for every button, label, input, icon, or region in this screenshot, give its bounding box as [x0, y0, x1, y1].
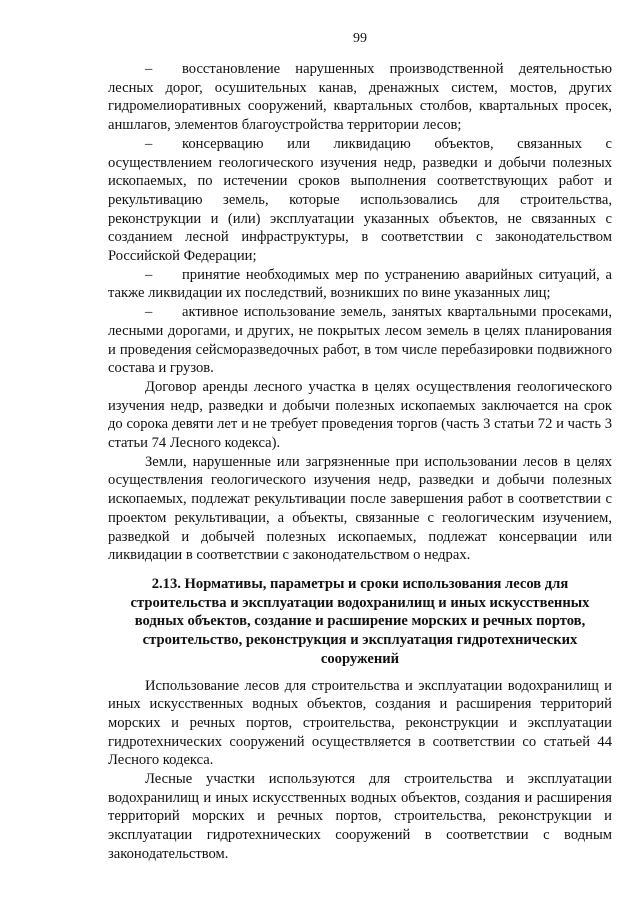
paragraph: Земли, нарушенные или загрязненные при использовании лесов в целях осуществления геологического изучения недр, разведки и добычи полезных ископаемых, подлежат рекультивации после завершения работ в соответствии с проектом рекультивации, а объекты, связанные с геологическим изучением, разведкой и добычей полезных ископаемых, подлежат консервации или ликвидации в соответствии с законодательством о недрах.: [108, 453, 612, 564]
list-item-dash: [108, 60, 612, 135]
document-page: [108, 0, 612, 904]
dash-marker: –: [145, 304, 153, 321]
list-item-dash: [108, 303, 612, 378]
section-heading: 2.13. Нормативы, параметры и сроки использования лесов для строительства и эксплуатации водохранилищ и иных искусственных водных объектов, создание и расширение морских и речных портов, строительство, реконструкция и эксплуатация гидротехнических сооружений: [130, 575, 590, 667]
dash-marker: –: [145, 266, 153, 283]
paragraph: Лесные участки используются для строительства и эксплуатации водохранилищ и иных искусственных водных объектов, создания и расширения территорий морских и речных портов, строительства, реконструкции и эксплуатации гидротехнических сооружений в соответствии с водным законодательством.: [108, 771, 612, 862]
page-number: 99: [353, 31, 367, 46]
dash-marker: –: [145, 61, 153, 77]
page-content: [108, 60, 612, 864]
paragraph: Договор аренды лесного участка в целях осуществления геологического изучения недр, разведки и добычи полезных ископаемых заключается на срок до сорока девяти лет и не требует проведения торгов (часть 3 статьи 72 и часть 3 статьи 74 Лесного кодекса).: [108, 378, 612, 452]
list-item-dash: [108, 266, 612, 303]
list-item-text: консервацию или ликвидацию объектов, связанных с осуществлением геологического изучения недр, разведки и добычи полезных ископаемых, по истечении сроков выполнения соответствующих работ и рекультивацию земель, которые использовались для строительства, реконструкции и (или) эксплуатации указанных объектов, не связанных с созданием лесной инфраструктуры, в соответствии с законодательством Российской Федерации;: [108, 135, 612, 265]
dash-marker: –: [145, 135, 153, 152]
list-item-text: активное использование земель, занятых квартальными просеками, лесными дорогами, и других, не покрытых лесом земель в целях планирования и проведения сейсморазведочных работ, в том числе перебазировки подвижного состава и грузов.: [108, 304, 612, 377]
list-item-text: принятие необходимых мер по устранению аварийных ситуаций, а также ликвидации их последствий, возникших по вине указанных лиц;: [108, 266, 612, 302]
list-item-dash: [108, 135, 612, 266]
list-item-text: восстановление нарушенных производственной деятельностью лесных дорог, осушительных канав, дренажных систем, мостов, других гидромелиоративных сооружений, квартальных столбов, квартальных просек, аншлагов, элементов благоустройства территории лесов;: [108, 61, 612, 134]
paragraph: Использование лесов для строительства и эксплуатации водохранилищ и иных искусственных водных объектов, создания и расширения территорий морских и речных портов, строительства, реконструкции и эксплуатации гидротехнических сооружений осуществляется в соответствии со статьей 44 Лесного кодекса.: [108, 677, 612, 769]
